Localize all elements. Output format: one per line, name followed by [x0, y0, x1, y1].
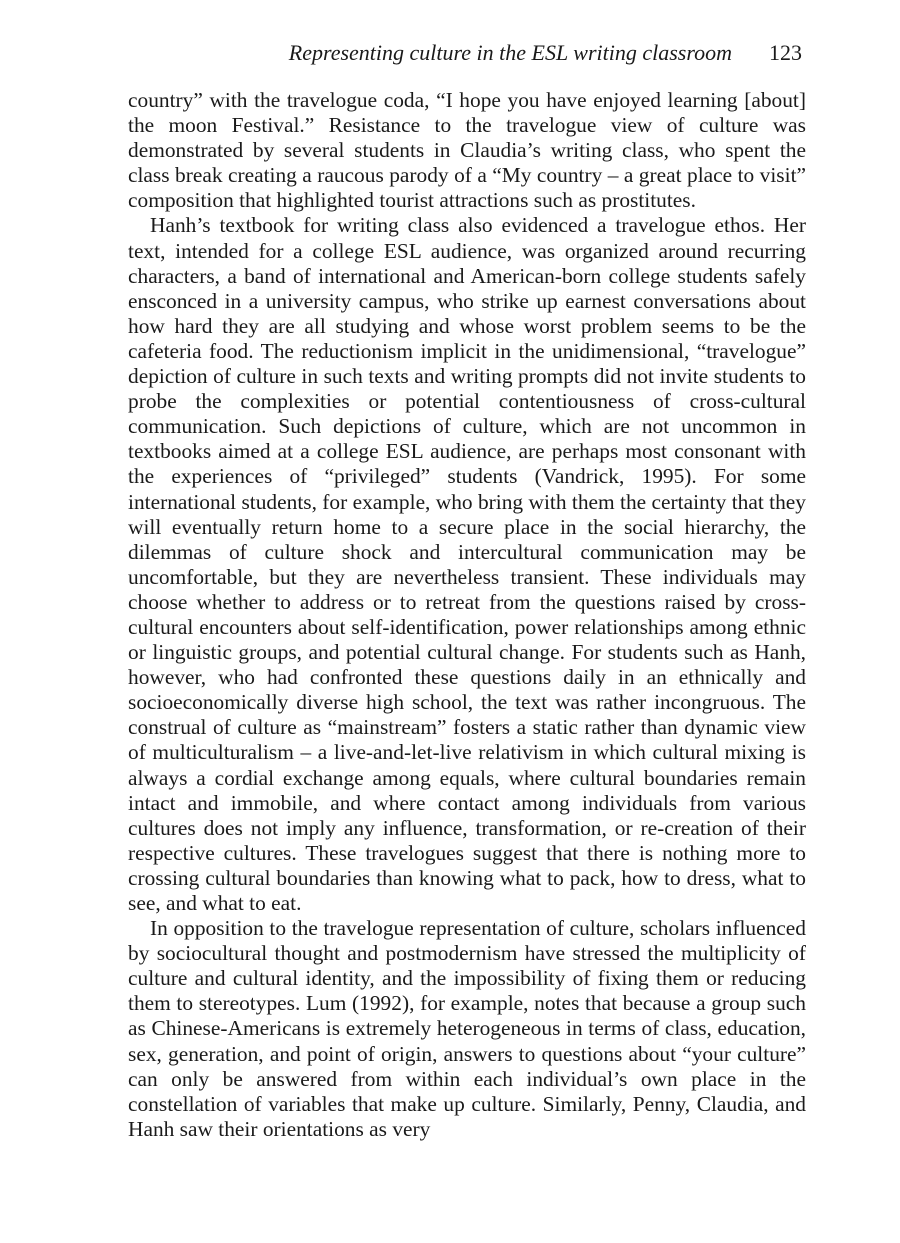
- paragraph-continued: country” with the travelogue coda, “I hope you have enjoyed learning [about] the moon Festival.” Resistance to the travelogue view of culture was demonstrated by several students in Claudia’s writing class, who spent the class break creating a raucous parody of a “My country – a great place to visit” composition that highlighted tourist attractions such as prostitutes.: [128, 88, 806, 213]
- page-number: 123: [769, 40, 802, 65]
- running-header: [128, 34, 806, 72]
- running-title: Representing culture in the ESL writing classroom: [288, 40, 732, 65]
- paragraph-opposition: In opposition to the travelogue representation of culture, scholars influenced by sociocultural thought and postmodernism have stressed the multiplicity of culture and cultural identity, and the impossibility of fixing them or reducing them to stereotypes. Lum (1992), for example, notes that because a group such as Chinese-Americans is extremely heterogeneous in terms of class, education, sex, generation, and point of origin, answers to questions about “your culture” can only be answered from within each individual’s own place in the constellation of variables that make up culture. Similarly, Penny, Claudia, and Hanh saw their orientations as very: [128, 916, 806, 1141]
- body-text: [128, 88, 806, 1142]
- book-page: [128, 34, 806, 1142]
- paragraph-textbook-travelogue: Hanh’s textbook for writing class also evidenced a travelogue ethos. Her text, intended for a college ESL audience, was organized around recurring characters, a band of international and American-born college students safely ensconced in a university campus, who strike up earnest conversations about how hard they are all studying and whose worst problem seems to be the cafeteria food. The reductionism implicit in the unidimensional, “travelogue” depiction of culture in such texts and writing prompts did not invite students to probe the complexities or potential contentiousness of cross-cultural communication. Such depictions of culture, which are not uncommon in textbooks aimed at a college ESL audience, are perhaps most consonant with the experiences of “privileged” students (Vandrick, 1995). For some international students, for example, who bring with them the certainty that they will eventually return home to a secure place in the social hierarchy, the dilemmas of culture shock and intercultural communication may be uncomfortable, but they are nevertheless transient. These individuals may choose whether to address or to retreat from the questions raised by cross-cultural encounters about self-identification, power relationships among ethnic or linguistic groups, and potential cultural change. For students such as Hanh, however, who had confronted these questions daily in an ethnically and socioeconomically diverse high school, the text was rather incongruous. The construal of culture as “mainstream” fosters a static rather than dynamic view of multiculturalism – a live-and-let-live relativism in which cultural mixing is always a cordial exchange among equals, where cultural boundaries remain intact and immobile, and where contact among individuals from various cultures does not imply any influence, transformation, or re-creation of their respective cultures. These travelogues suggest that there is nothing more to crossing cultural boundaries than knowing what to pack, how to dress, what to see, and what to eat.: [128, 213, 806, 915]
